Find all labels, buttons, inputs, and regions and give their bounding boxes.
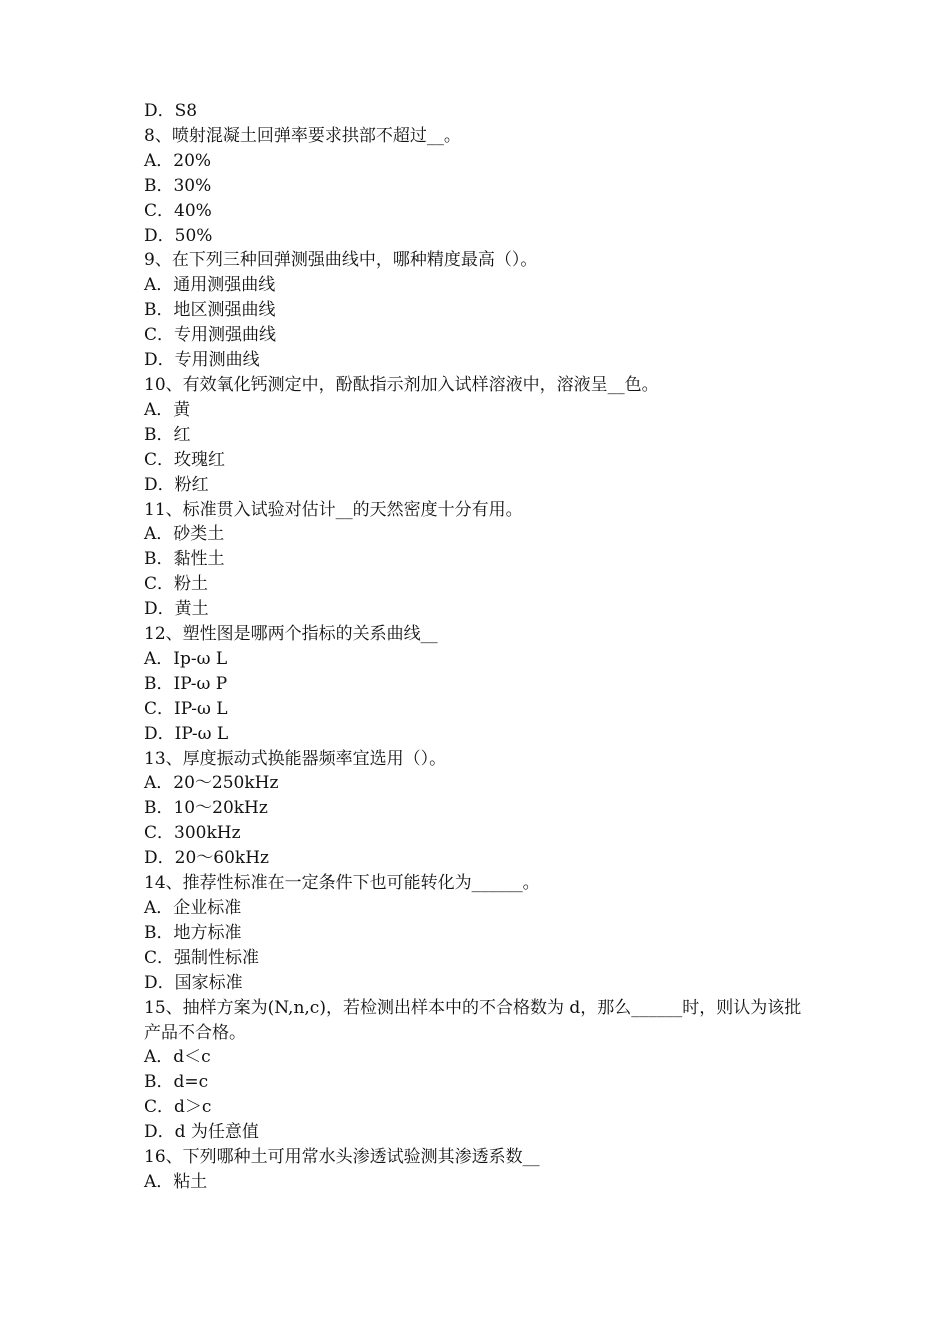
- option-a: A．Ip-ω L: [144, 648, 228, 669]
- option-b: B．30%: [144, 175, 212, 196]
- option-d: D．50%: [144, 225, 213, 246]
- option-b: B．红: [144, 424, 191, 445]
- option-a: A．20～250kHz: [144, 773, 279, 794]
- question-list: [144, 99, 814, 1195]
- option-c: C．专用测强曲线: [144, 325, 277, 346]
- question-15: 15、抽样方案为(N,n,c)，若检测出样本中的不合格数为 d，那么______时，则认为该批产品不合格。: [144, 997, 802, 1043]
- option-b: B．地方标准: [144, 922, 242, 943]
- option-a: A．砂类土: [144, 524, 225, 545]
- question-13: 13、厚度振动式换能器频率宜选用（）。: [144, 748, 447, 769]
- option-d: D．国家标准: [144, 972, 243, 993]
- option-d: D．d 为任意值: [144, 1122, 259, 1143]
- option-a: A．d＜c: [144, 1047, 211, 1068]
- option-d: D．IP-ω L: [144, 723, 229, 744]
- option-b: B．黏性土: [144, 549, 225, 570]
- question-9: 9、在下列三种回弹测强曲线中，哪种精度最高（）。: [144, 250, 538, 271]
- option-c: C．强制性标准: [144, 947, 260, 968]
- option-d: D．黄土: [144, 599, 209, 620]
- question-8: 8、喷射混凝土回弹率要求拱部不超过__。: [144, 125, 461, 146]
- option-c: C．d＞c: [144, 1097, 212, 1118]
- option-c: C．40%: [144, 200, 212, 221]
- question-11: 11、标准贯入试验对估计__的天然密度十分有用。: [144, 499, 523, 520]
- option-d: D．20～60kHz: [144, 848, 269, 869]
- option-d: D．粉红: [144, 474, 209, 495]
- option-c: C．粉土: [144, 574, 209, 595]
- option-a: A．通用测强曲线: [144, 275, 276, 296]
- question-10: 10、有效氧化钙测定中，酚酞指示剂加入试样溶液中，溶液呈__色。: [144, 374, 659, 395]
- option-d: D．S8: [144, 101, 198, 121]
- option-c: C．玫瑰红: [144, 449, 226, 470]
- option-a: A．20%: [144, 150, 212, 171]
- option-d: D．专用测曲线: [144, 350, 260, 371]
- question-16: 16、下列哪种土可用常水头渗透试验测其渗透系数__: [144, 1147, 540, 1168]
- option-b: B．IP-ω P: [144, 673, 228, 694]
- option-b: B．d=c: [144, 1072, 209, 1093]
- option-a: A．粘土: [144, 1171, 208, 1192]
- option-b: B．10～20kHz: [144, 798, 268, 819]
- option-c: C．300kHz: [144, 823, 241, 844]
- question-14: 14、推荐性标准在一定条件下也可能转化为______。: [144, 873, 540, 894]
- option-c: C．IP-ω L: [144, 698, 228, 719]
- option-a: A．黄: [144, 399, 191, 420]
- question-12: 12、塑性图是哪两个指标的关系曲线__: [144, 624, 438, 645]
- option-b: B．地区测强曲线: [144, 300, 276, 321]
- option-a: A．企业标准: [144, 898, 242, 918]
